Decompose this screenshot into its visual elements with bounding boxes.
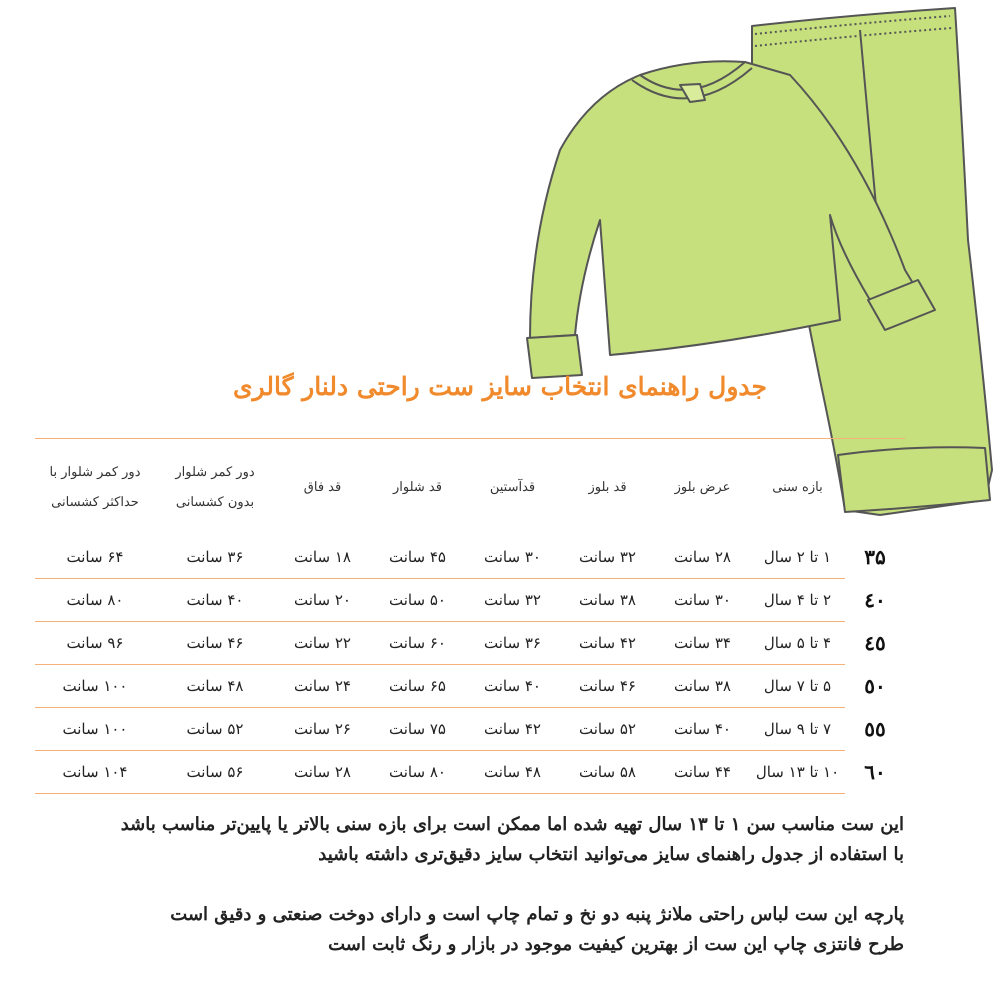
size-table-container: [35, 438, 905, 794]
table-cell: ۹۶ سانت: [35, 622, 155, 665]
description-line: با استفاده از جدول راهنمای سایز می‌توانید انتخاب سایز دقیق‌تری داشته باشید: [318, 844, 904, 865]
description-paragraph-2: [144, 900, 904, 960]
table-cell: ۷ تا ۹ سال: [750, 708, 845, 751]
description-line: پارچه این ست لباس راحتی ملانژ پنبه دو نخ و تمام چاپ است و دارای دوخت صنعتی و دقیق است: [170, 904, 904, 925]
table-row: [35, 665, 905, 708]
size-table: [35, 438, 905, 794]
header-label-line: قد فاق: [303, 479, 342, 495]
table-cell: ۳۸ سانت: [655, 665, 750, 708]
table-cell: ۴۸ سانت: [155, 665, 275, 708]
table-cell: ۵۲ سانت: [560, 708, 655, 751]
table-cell: ۶۴ سانت: [35, 536, 155, 579]
table-cell: ۴۸ سانت: [465, 751, 560, 794]
table-cell: ۱۰ تا ۱۳ سال: [750, 751, 845, 794]
table-cell: ۶۰ سانت: [370, 622, 465, 665]
header-label-line: قدآستین: [489, 479, 536, 495]
header-size-code: [845, 439, 905, 537]
table-row: [35, 708, 905, 751]
table-cell: ۱۰۰ سانت: [35, 708, 155, 751]
table-cell: ۷۵ سانت: [370, 708, 465, 751]
header-cell: [275, 439, 370, 537]
table-cell: ۱۸ سانت: [275, 536, 370, 579]
table-cell: ۴۴ سانت: [655, 751, 750, 794]
header-cell: [560, 439, 655, 537]
table-cell: ۸۰ سانت: [370, 751, 465, 794]
table-cell: ۱۰۴ سانت: [35, 751, 155, 794]
table-cell: ۴۰ سانت: [655, 708, 750, 751]
table-cell: ۵۶ سانت: [155, 751, 275, 794]
table-cell: ۴۵ سانت: [370, 536, 465, 579]
table-cell: ۳۲ سانت: [560, 536, 655, 579]
table-cell: ۳۲ سانت: [465, 579, 560, 622]
description-line: طرح فانتزی چاپ این ست از بهترین کیفیت موجود در بازار و رنگ ثابت است: [328, 934, 904, 955]
table-cell: ۴۶ سانت: [155, 622, 275, 665]
table-cell: ۴۰ سانت: [155, 579, 275, 622]
size-table-body: [35, 536, 905, 794]
table-cell: ۱۰۰ سانت: [35, 665, 155, 708]
header-label-line: دور کمر شلوار: [175, 464, 255, 480]
table-cell: ۳۴ سانت: [655, 622, 750, 665]
page-title: جدول راهنمای انتخاب سایز ست راحتی دلنار گالری: [232, 372, 767, 401]
header-label-line: عرض بلوز: [674, 479, 731, 495]
header-label-line: قد شلوار: [393, 479, 442, 495]
table-cell: ۵۰ سانت: [370, 579, 465, 622]
header-cell: [750, 439, 845, 537]
header-cell: [370, 439, 465, 537]
header-label-line: دور کمر شلوار با: [49, 464, 141, 480]
table-cell: ۴۰ سانت: [465, 665, 560, 708]
table-cell: ۴ تا ۵ سال: [750, 622, 845, 665]
header-label-line: قد بلوز: [588, 479, 627, 495]
header-cell: [155, 439, 275, 537]
header-label-line: حداکثر کشسانی: [51, 494, 139, 510]
description-paragraph-1: [120, 810, 904, 870]
table-cell: ۳۶ سانت: [155, 536, 275, 579]
table-cell: ۲ تا ۴ سال: [750, 579, 845, 622]
size-code-cell: ٤٠: [864, 588, 886, 612]
table-cell: ۵۲ سانت: [155, 708, 275, 751]
header-row: [35, 439, 905, 537]
table-cell: ۳۰ سانت: [655, 579, 750, 622]
header-label-line: بازه سنی: [772, 479, 823, 495]
table-cell: ۴۶ سانت: [560, 665, 655, 708]
header-cell: [465, 439, 560, 537]
table-cell: ۳۶ سانت: [465, 622, 560, 665]
size-code-cell: ۳۵: [864, 545, 886, 570]
header-cell: [35, 439, 155, 537]
table-cell: ۴۲ سانت: [465, 708, 560, 751]
size-table-header: [35, 439, 905, 537]
header-label-line: بدون کشسانی: [175, 494, 255, 510]
table-cell: ۳۰ سانت: [465, 536, 560, 579]
header-cell: [655, 439, 750, 537]
table-row: [35, 751, 905, 794]
table-cell: ۵ تا ۷ سال: [750, 665, 845, 708]
table-cell: ۲۰ سانت: [275, 579, 370, 622]
table-cell: ۱ تا ۲ سال: [750, 536, 845, 579]
size-code-cell: ٦٠: [864, 760, 886, 784]
table-row: [35, 536, 905, 579]
size-code-cell: ٤٥: [864, 631, 886, 655]
table-cell: ۲۸ سانت: [655, 536, 750, 579]
table-cell: ۲۴ سانت: [275, 665, 370, 708]
table-row: [35, 579, 905, 622]
table-cell: ۸۰ سانت: [35, 579, 155, 622]
table-cell: ۶۵ سانت: [370, 665, 465, 708]
table-cell: ۵۸ سانت: [560, 751, 655, 794]
table-cell: ۴۲ سانت: [560, 622, 655, 665]
table-cell: ۲۲ سانت: [275, 622, 370, 665]
size-code-cell: ٥٥: [864, 717, 886, 741]
table-cell: ۲۶ سانت: [275, 708, 370, 751]
table-cell: ۳۸ سانت: [560, 579, 655, 622]
table-row: [35, 622, 905, 665]
description-line: این ست مناسب سن ۱ تا ۱۳ سال تهیه شده اما ممکن است برای بازه سنی بالاتر یا پایین‌تر مناسب باشد: [120, 814, 904, 835]
size-code-cell: ٥٠: [864, 674, 886, 698]
table-cell: ۲۸ سانت: [275, 751, 370, 794]
